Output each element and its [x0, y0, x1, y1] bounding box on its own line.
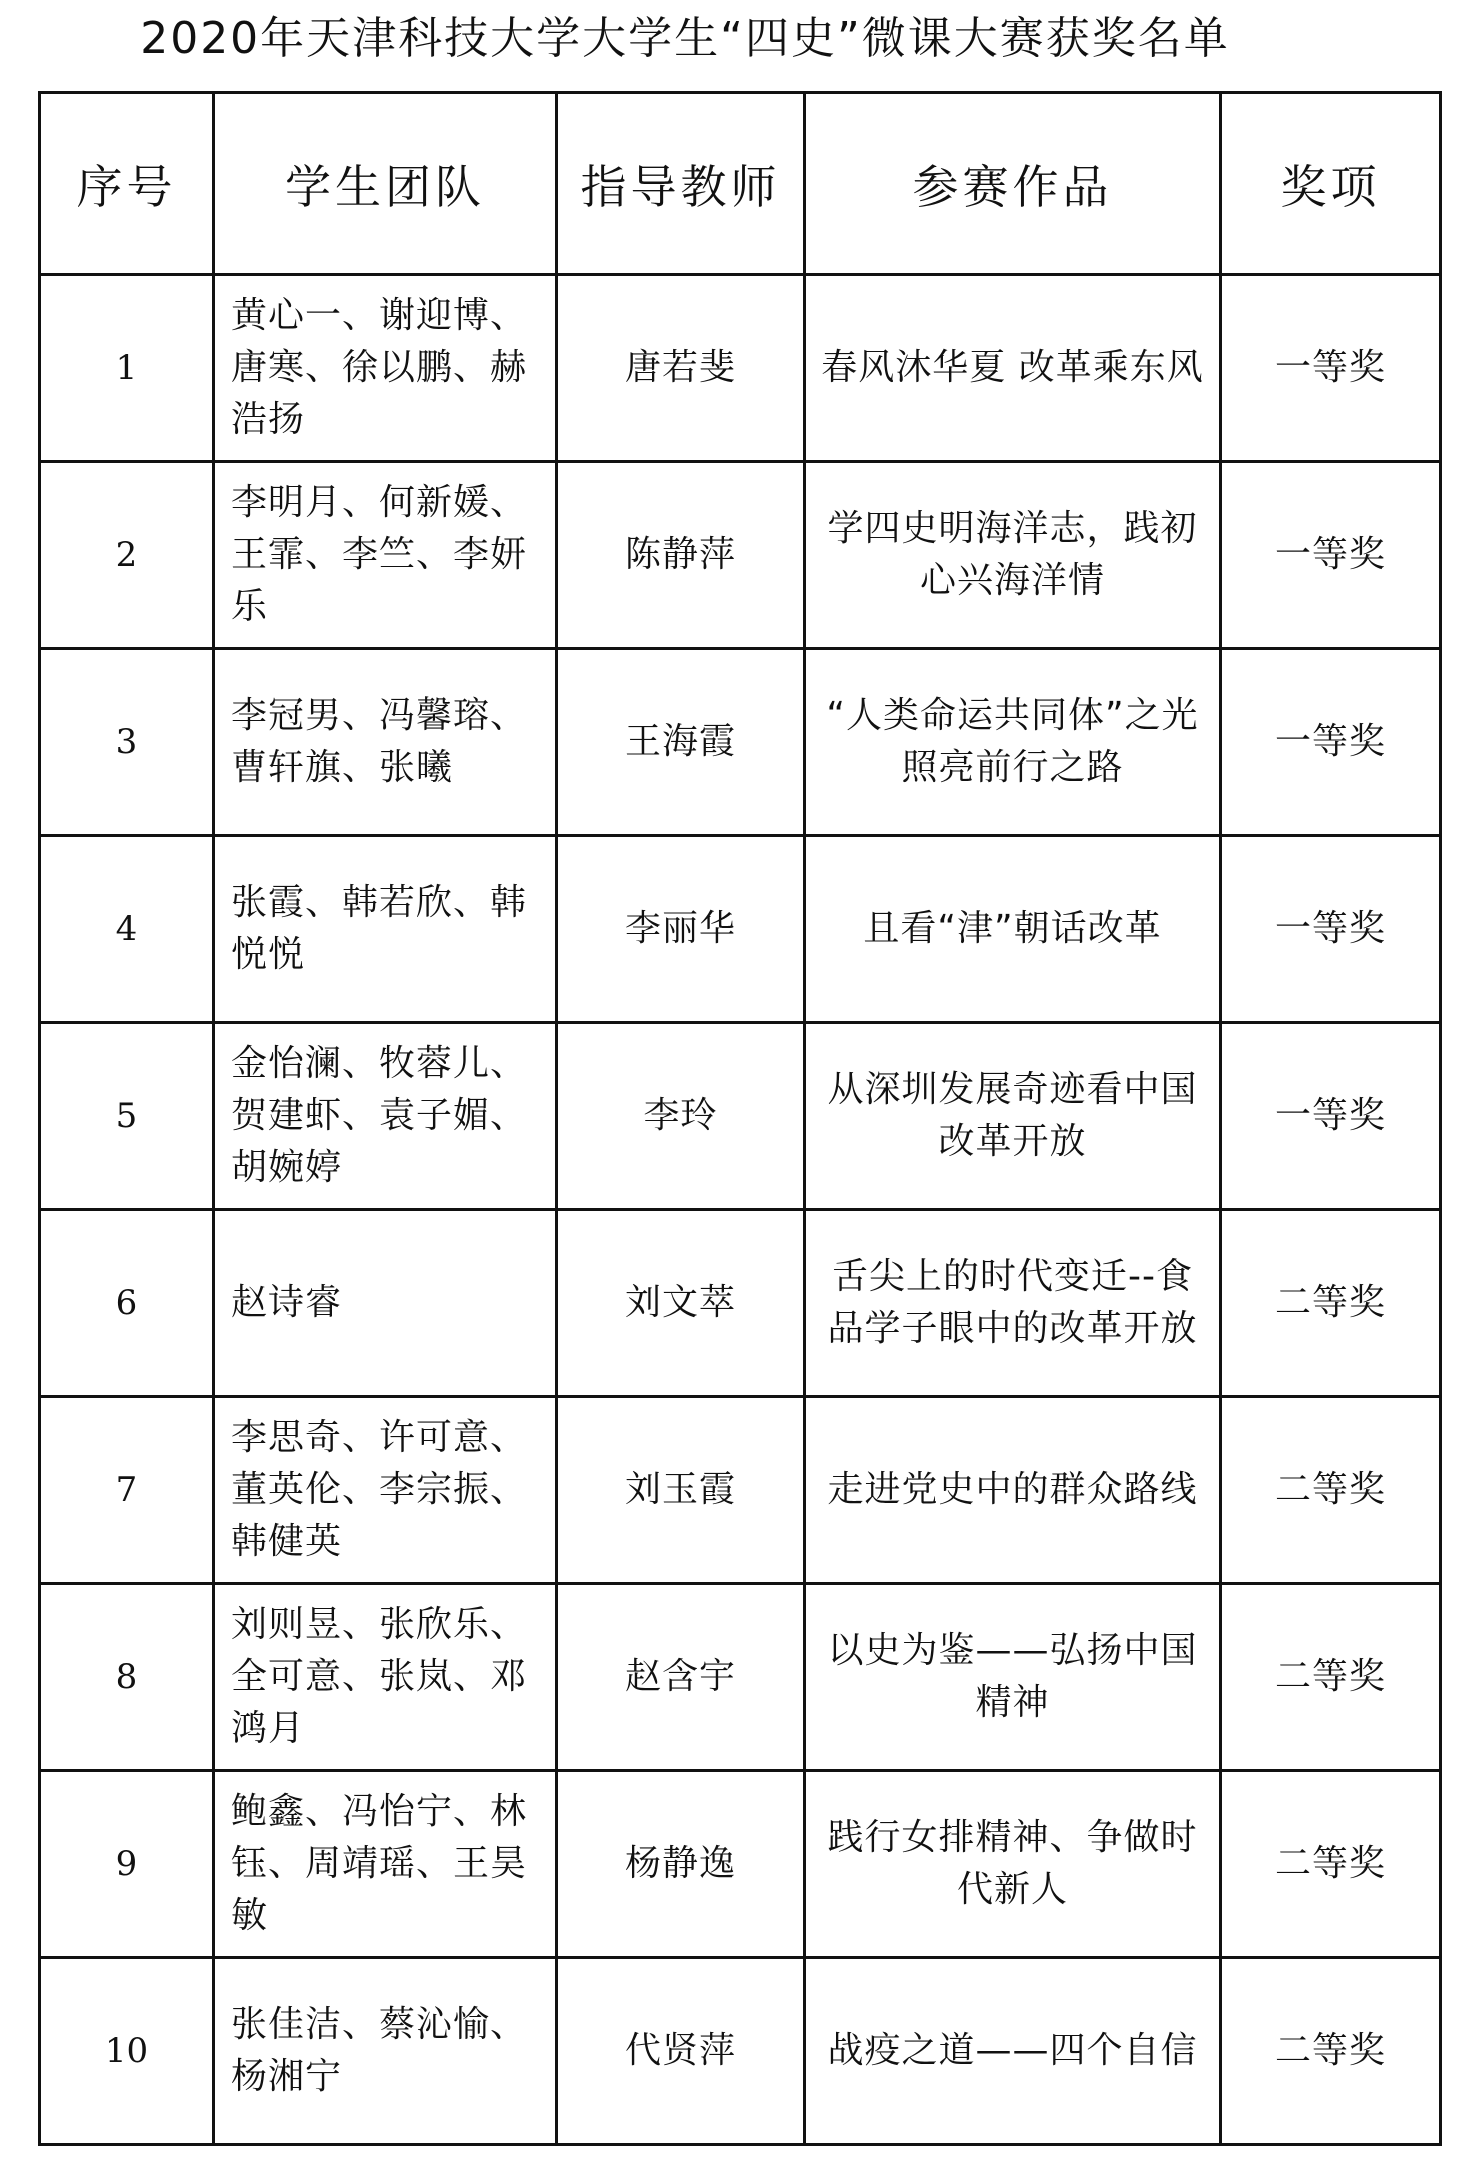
- table-row: [40, 1771, 1441, 1958]
- row-advisor: 陈静萍: [557, 462, 805, 649]
- row-team: 李思奇、许可意、董英伦、李宗振、韩健英: [214, 1397, 557, 1584]
- row-index: 7: [40, 1397, 214, 1584]
- table-row: [40, 1397, 1441, 1584]
- table-row: [40, 1958, 1441, 2145]
- row-award: 二等奖: [1221, 1397, 1441, 1584]
- row-award: 二等奖: [1221, 1210, 1441, 1397]
- row-award: 一等奖: [1221, 462, 1441, 649]
- row-work: 舌尖上的时代变迁--食品学子眼中的改革开放: [805, 1210, 1221, 1397]
- row-index: 1: [40, 275, 214, 462]
- header-award: 奖项: [1221, 93, 1441, 275]
- row-index: 10: [40, 1958, 214, 2145]
- row-work: 践行女排精神、争做时代新人: [805, 1771, 1221, 1958]
- row-index: 3: [40, 649, 214, 836]
- row-advisor: 刘文萃: [557, 1210, 805, 1397]
- row-work: 学四史明海洋志，践初心兴海洋情: [805, 462, 1221, 649]
- table-row: [40, 275, 1441, 462]
- row-work: 以史为鉴——弘扬中国精神: [805, 1584, 1221, 1771]
- row-team: 李明月、何新媛、王霏、李竺、李妍乐: [214, 462, 557, 649]
- table-row: [40, 1023, 1441, 1210]
- page-title: 2020年天津科技大学大学生“四史”微课大赛获奖名单: [140, 13, 1230, 64]
- table-row: [40, 1210, 1441, 1397]
- header-work: 参赛作品: [805, 93, 1221, 275]
- row-work: 从深圳发展奇迹看中国改革开放: [805, 1023, 1221, 1210]
- row-team: 赵诗睿: [214, 1210, 557, 1397]
- row-index: 2: [40, 462, 214, 649]
- row-team: 黄心一、谢迎博、唐寒、徐以鹏、赫浩扬: [214, 275, 557, 462]
- row-advisor: 李玲: [557, 1023, 805, 1210]
- row-work: 战疫之道——四个自信: [805, 1958, 1221, 2145]
- row-award: 一等奖: [1221, 649, 1441, 836]
- row-work: 走进党史中的群众路线: [805, 1397, 1221, 1584]
- row-work: 春风沐华夏 改革乘东风: [805, 275, 1221, 462]
- row-work: 且看“津”朝话改革: [805, 836, 1221, 1023]
- row-work: “人类命运共同体”之光照亮前行之路: [805, 649, 1221, 836]
- row-index: 6: [40, 1210, 214, 1397]
- row-award: 一等奖: [1221, 836, 1441, 1023]
- row-index: 9: [40, 1771, 214, 1958]
- header-advisor: 指导教师: [557, 93, 805, 275]
- row-advisor: 李丽华: [557, 836, 805, 1023]
- award-table: [38, 91, 1442, 2146]
- row-advisor: 唐若斐: [557, 275, 805, 462]
- row-award: 二等奖: [1221, 1958, 1441, 2145]
- table-row: [40, 836, 1441, 1023]
- row-index: 4: [40, 836, 214, 1023]
- table-row: [40, 462, 1441, 649]
- row-advisor: 刘玉霞: [557, 1397, 805, 1584]
- row-team: 刘则昱、张欣乐、全可意、张岚、邓鸿月: [214, 1584, 557, 1771]
- row-award: 一等奖: [1221, 1023, 1441, 1210]
- row-index: 5: [40, 1023, 214, 1210]
- header-team: 学生团队: [214, 93, 557, 275]
- row-team: 鲍鑫、冯怡宁、林钰、周靖瑶、王昊敏: [214, 1771, 557, 1958]
- row-award: 一等奖: [1221, 275, 1441, 462]
- row-advisor: 王海霞: [557, 649, 805, 836]
- table-row: [40, 649, 1441, 836]
- table-row: [40, 1584, 1441, 1771]
- row-advisor: 赵含宇: [557, 1584, 805, 1771]
- row-team: 金怡澜、牧蓉儿、贺建虾、袁子媚、胡婉婷: [214, 1023, 557, 1210]
- row-team: 李冠男、冯馨瑢、曹轩旗、张曦: [214, 649, 557, 836]
- row-index: 8: [40, 1584, 214, 1771]
- row-award: 二等奖: [1221, 1771, 1441, 1958]
- row-team: 张佳洁、蔡沁愉、杨湘宁: [214, 1958, 557, 2145]
- row-advisor: 杨静逸: [557, 1771, 805, 1958]
- table-header-row: [40, 93, 1441, 275]
- row-award: 二等奖: [1221, 1584, 1441, 1771]
- row-advisor: 代贤萍: [557, 1958, 805, 2145]
- header-index: 序号: [40, 93, 214, 275]
- row-team: 张霞、韩若欣、韩悦悦: [214, 836, 557, 1023]
